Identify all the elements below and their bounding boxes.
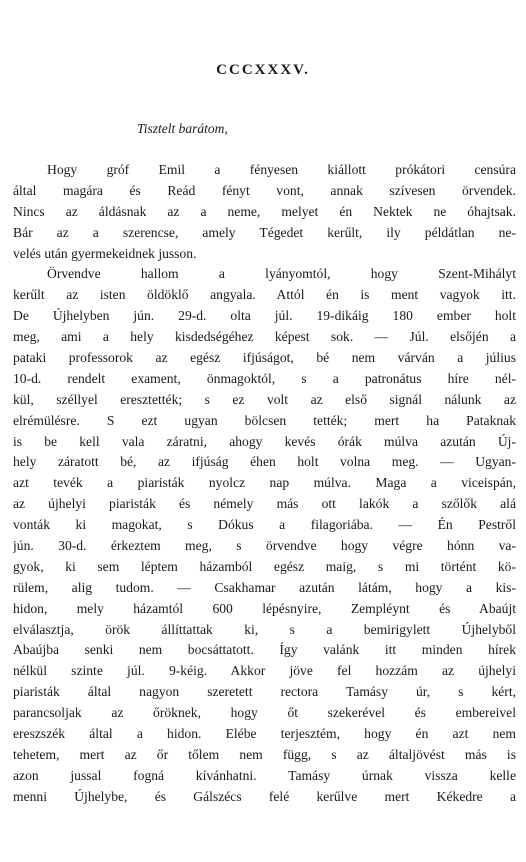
text-line: jún. 30-d. érkeztem meg, s örvendve hogy végre hónn va- bbox=[13, 538, 516, 554]
text-line: kül, széllyel eresztették; s ez volt az első signál nálunk az bbox=[13, 391, 516, 407]
text-line: hely záratott bé, az ifjúság éhen holt volna meg. — Ugyan- bbox=[13, 454, 516, 470]
text-line: 10-d. rendelt exament, önmagoktól, s a patronátus híre nél- bbox=[13, 370, 516, 386]
text-line: az újhelyi piaristák és némely más ott lakók a szőlők alá bbox=[13, 496, 516, 512]
text-line: vonták ki magokat, s Dókus a filagoriába. — Én Pestről bbox=[13, 517, 516, 533]
text-line: Hogy gróf Emil a fényesen kiállott prókátori censúra bbox=[47, 162, 516, 177]
text-line: hidon, mely házamtól 600 lépésnyire, Zempléynt és Abaújt bbox=[13, 600, 516, 616]
text-line: Abaújba senki nem bocsáttatott. Így valánk itt minden hírek bbox=[13, 642, 516, 658]
text-line: nélkül szinte júl. 9-kéig. Akkor jöve fel hozzám az újhelyi bbox=[13, 663, 516, 679]
text-line: meg, ami a hely kisdedségéhez képest sok. — Júl. elsőjén a bbox=[13, 329, 516, 345]
text-line: menni Újhelybe, és Gálszécs felé kerűlve mert Kékedre a bbox=[13, 788, 516, 804]
text-line: által magára és Reád fényt vont, annak szívesen örvendek. bbox=[13, 182, 516, 198]
letter-body bbox=[13, 160, 516, 808]
text-line: kerűlt az isten öldöklő angyala. Attól én is ment vagyok itt. bbox=[13, 287, 516, 303]
text-line: is be kell vala záratni, ahogy kevés órák múlva azután Új- bbox=[13, 433, 516, 449]
text-line: De Újhelyben jún. 29-d. olta júl. 19-dikáig 180 ember holt bbox=[13, 308, 516, 324]
letter-number-heading: CCCXXXV. bbox=[216, 62, 310, 78]
text-line: azon jussal fogná kívánhatni. Tamásy úrnak vissza kelle bbox=[13, 767, 516, 783]
text-line: velés után gyermekeidnek jusson. bbox=[13, 245, 197, 261]
text-line: azt tevék a piaristák nyolcz nap múlva. Maga a viceispán, bbox=[13, 475, 516, 491]
text-line: Örvendve hallom a lyányomtól, hogy Szent-Mihályt bbox=[47, 266, 516, 282]
text-line: Nincs az áldásnak az a neme, melyet én Nektek ne óhajtsak. bbox=[13, 203, 516, 219]
text-line: parancsoljak az őröknek, hogy őt szekerével és embereivel bbox=[13, 705, 516, 721]
text-line: rülem, alig tudom. — Csakhamar azután látám, hogy a kis- bbox=[13, 579, 516, 595]
text-line: pataki professorok az egész ifjúságot, bé nem várván a július bbox=[13, 350, 516, 366]
text-line: ereszszék által a hidon. Elébe terjesztém, hogy én azt nem bbox=[13, 726, 516, 742]
text-line: elrémülésre. S ezt ugyan bölcsen tették; mert ha Pataknak bbox=[13, 412, 516, 428]
salutation: Tisztelt barátom, bbox=[137, 121, 228, 136]
text-line: piaristák által nagyon szeretett rectora Tamásy úr, s kért, bbox=[13, 684, 516, 700]
text-line: tehetem, mert az őr tőlem nem függ, s az általjövést más is bbox=[13, 746, 516, 762]
text-line: elválasztja, örök állíttattak ki, s a bemirigylett Újhelyből bbox=[13, 621, 516, 637]
text-line: Bár az a szerencse, amely Tégedet kerűlt, ily példátlan ne- bbox=[13, 224, 516, 240]
text-line: gyok, ki sem léptem házamból egész maig, s mi történt kö- bbox=[13, 558, 516, 574]
